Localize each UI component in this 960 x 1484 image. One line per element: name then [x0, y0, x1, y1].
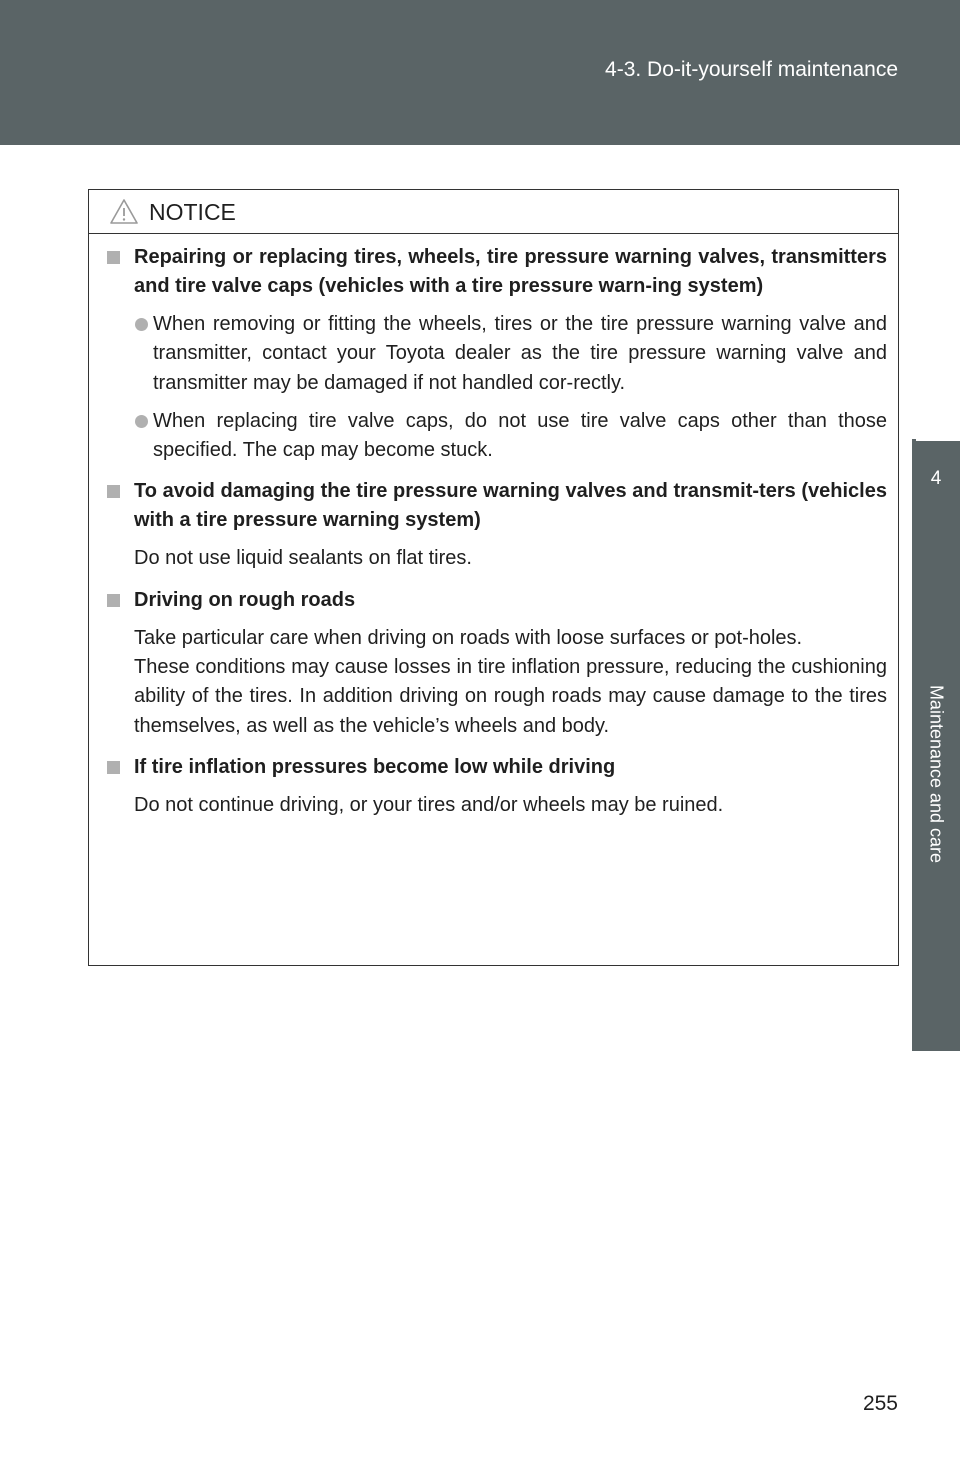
- notice-label: NOTICE: [149, 199, 236, 225]
- notice-body: [89, 233, 898, 965]
- chapter-title: Maintenance and care: [926, 684, 947, 864]
- square-bullet-icon: [107, 594, 120, 607]
- section-heading-text: Repairing or replacing tires, wheels, tire pressure warning valves, transmitters and tire valve caps (vehicles with a tire pressure warn-ing system): [134, 246, 887, 297]
- chapter-side-tab: [912, 439, 960, 1051]
- section-title: 4-3. Do-it-yourself maintenance: [605, 58, 898, 81]
- section-body: [106, 624, 887, 741]
- list-item: [106, 407, 887, 466]
- section-heading-text: Driving on rough roads: [134, 588, 356, 611]
- section-heading: [106, 477, 887, 535]
- notice-box: [88, 189, 899, 966]
- side-tab-divider: [916, 439, 960, 441]
- list-item-text: When replacing tire valve caps, do not use tire valve caps other than those specified. The cap may become stuck.: [153, 409, 887, 462]
- page-header: [0, 0, 960, 145]
- list-item-text: When removing or fitting the wheels, tires or the tire pressure warning valve and transmitter, contact your Toyota dealer as the tire pressure warning valve and transmitter may be damaged if not handled cor-rectly.: [153, 313, 887, 394]
- circle-bullet-icon: [135, 415, 148, 428]
- list-item: [106, 310, 887, 398]
- chapter-number: 4: [930, 468, 942, 489]
- section-heading: [106, 753, 887, 782]
- section-heading-text: If tire inflation pressures become low while driving: [134, 755, 616, 778]
- circle-bullet-icon: [135, 318, 148, 331]
- section-body-text: These conditions may cause losses in tire inflation pressure, reducing the cushioning ability of the tires. In addition driving on rough roads may cause damage to the tires themselves, as well as the vehicle’s wheels and body.: [134, 656, 887, 737]
- section-heading-text: To avoid damaging the tire pressure warning valves and transmit-ters (vehicles with a tire pressure warning system): [134, 480, 887, 532]
- square-bullet-icon: [107, 761, 120, 774]
- notice-header: [89, 190, 898, 234]
- square-bullet-icon: [107, 251, 120, 264]
- section-heading: [106, 586, 887, 615]
- section-heading: [106, 243, 887, 301]
- page-number: 255: [862, 1392, 898, 1415]
- warning-triangle-icon: [109, 198, 139, 225]
- section-body-text: Take particular care when driving on roads with loose surfaces or pot-holes.: [134, 626, 803, 649]
- section-body: Do not use liquid sealants on flat tires.: [134, 547, 472, 570]
- section-body: Do not continue driving, or your tires and/or wheels may be ruined.: [134, 793, 724, 816]
- square-bullet-icon: [107, 485, 120, 498]
